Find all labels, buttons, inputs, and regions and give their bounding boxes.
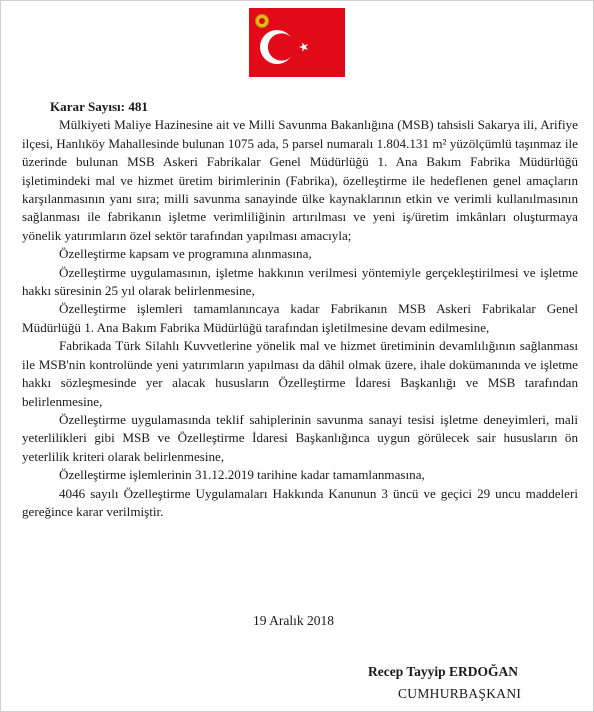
clause-paragraph: Özelleştirme işlemleri tamamlanıncaya kadar Fabrikanın MSB Askeri Fabrikalar Genel Müdürlüğü 1. Ana Bakım Fabrika Müdürlüğü tarafından işletilmesine devam edilmesine, bbox=[22, 301, 578, 335]
document-date: 19 Aralık 2018 bbox=[253, 613, 334, 628]
clause-paragraph: Özelleştirme uygulamasının, işletme hakkının verilmesi yöntemiyle gerçekleştirilmesi ve işletme hakkı süresinin 25 yıl olarak belirlenmesine, bbox=[22, 264, 578, 299]
signatory-name: Recep Tayyip ERDOĞAN bbox=[368, 664, 519, 679]
presidential-seal-icon bbox=[256, 15, 269, 28]
signatory-title: CUMHURBAŞKANI bbox=[398, 686, 522, 701]
crescent-inner bbox=[268, 33, 295, 60]
clause-paragraph: Fabrikada Türk Silahlı Kuvvetlerine yönelik mal ve hizmet üretiminin devamlılığının sağlanması ile MSB'nin kontrolünde yeni yatırımların yapılması da dâhil olmak üzere, ihale dokümanında ve işletme hakkı sözleşmesinde yer alacak hususların Özelleştirme İdaresi Başkanlığı ve MSB tarafından belirlenmesine, bbox=[22, 338, 578, 409]
decision-number: Karar Sayısı: 481 bbox=[50, 99, 148, 114]
preamble-paragraph: Mülkiyeti Maliye Hazinesine ait ve Milli Savunma Bakanlığına (MSB) tahsisli Sakarya ili, Arifiye ilçesi, Hanlıköy Mahallesinde bulunan 1075 ada, 5 parsel numaralı 1.804.131 m² yüzölçümlü taşınmaz ile üzerinde bulunan MSB Askeri Fabrikalar Genel Müdürlüğü 1. Ana Bakım Fabrika Müdürlüğü işletimindeki mal ve hizmet üretim birimlerinin (Fabrika), özelleştirme ile hedeflenen genel amaçların karşılanmasının yanı sıra; milli savunma sanayinde ülke kaynaklarının etkin ve verimli kullanılmasının sağlanması ile fabrikanın işletme verimliliğinin artırılması ve yeni iş/üretim imkânları oluşturmaya yönelik yatırımların özel sektör tarafından yapılması amacıyla; bbox=[22, 117, 578, 243]
clause-paragraph: Özelleştirme işlemlerinin 31.12.2019 tarihine kadar tamamlanmasına, bbox=[59, 467, 425, 483]
clause-paragraph: Özelleştirme uygulamasında teklif sahiplerinin savunma sanayi tesisi işletme deneyimleri, mali yeterlilikleri gibi MSB ve Özelleştirme İdaresi Başkanlığınca uygun görülecek sair hususların ön yeterlilik kriteri olarak belirlenmesine, bbox=[22, 411, 578, 464]
turkish-flag-icon bbox=[249, 8, 345, 77]
closing-paragraph: 4046 sayılı Özelleştirme Uygulamaları Hakkında Kanunun 3 üncü ve geçici 29 uncu maddeleri gereğince karar verilmiştir. bbox=[22, 485, 578, 519]
clause-paragraph: Özelleştirme kapsam ve programına alınmasına, bbox=[59, 246, 312, 262]
decision-document bbox=[22, 98, 578, 521]
